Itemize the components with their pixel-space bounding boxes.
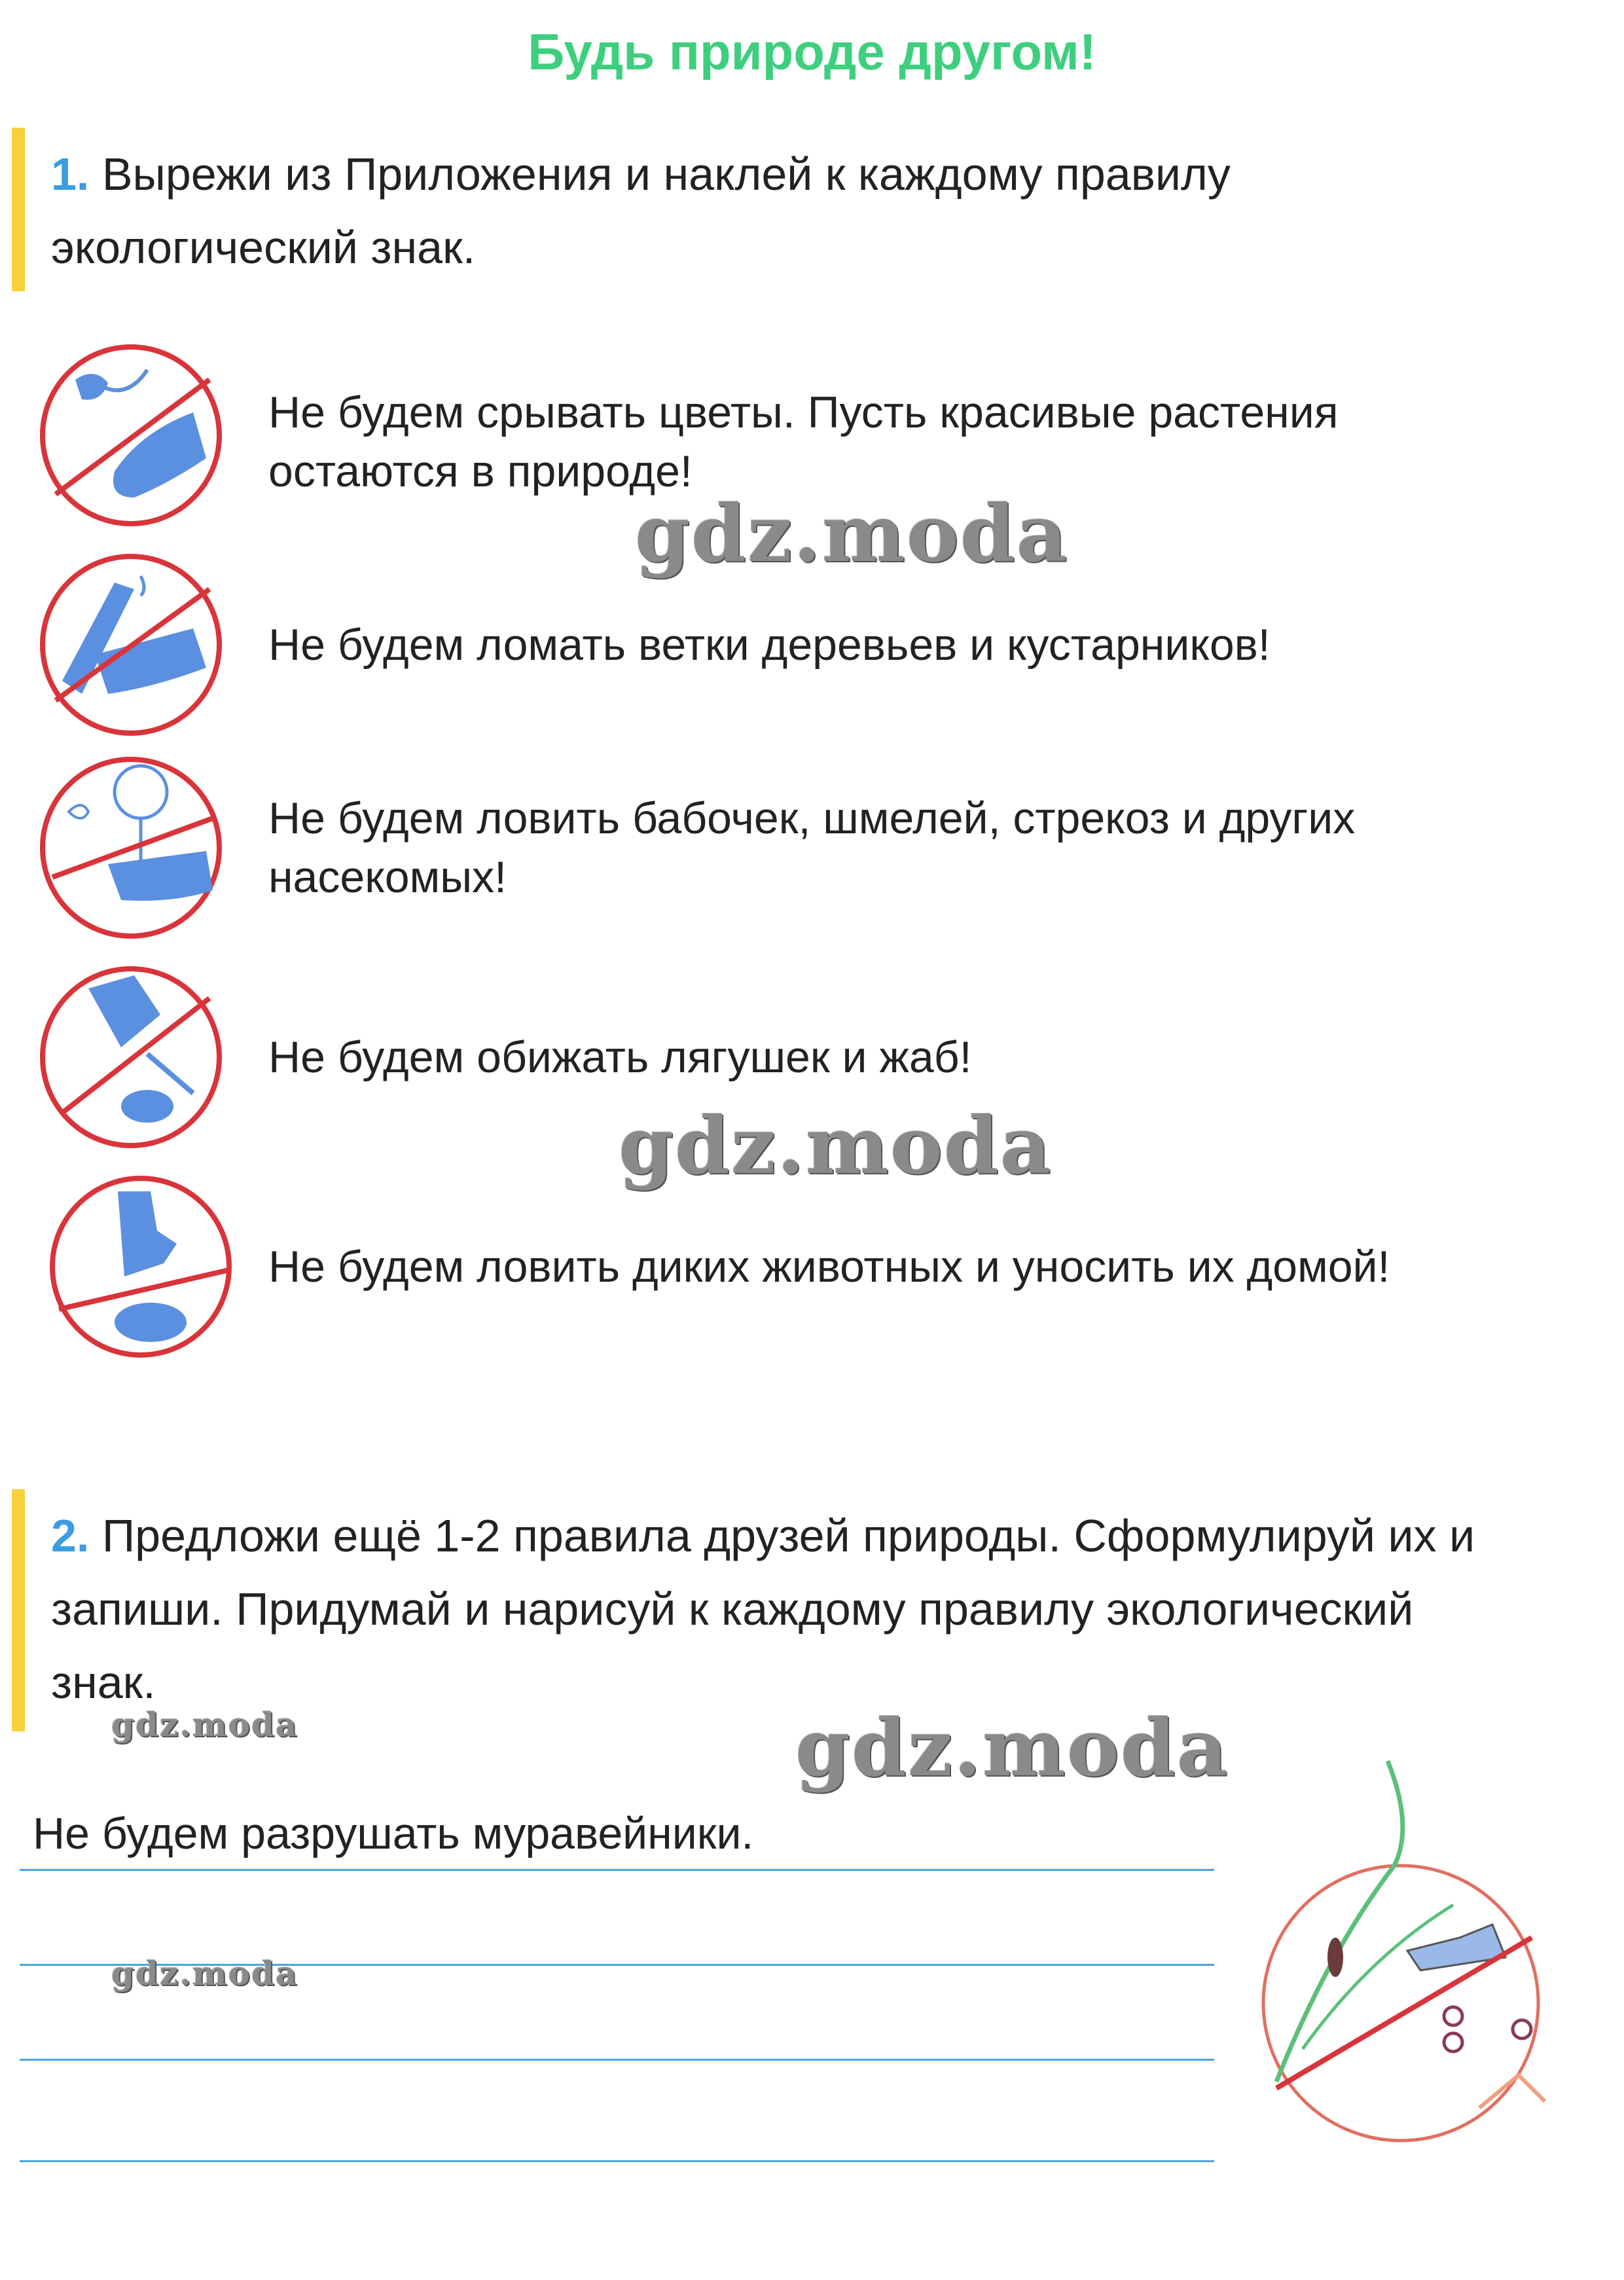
rule-2-text xyxy=(268,615,1271,674)
rule-4-line1: Не будем обижать лягушек и жаб! xyxy=(268,1032,972,1082)
watermark: gdz.moda xyxy=(111,1705,298,1744)
task2-line3: знак. xyxy=(51,1657,156,1708)
task1-accent-bar xyxy=(12,128,25,291)
task1-line1: Вырежи из Приложения и наклей к каждому правилу xyxy=(101,149,1231,200)
task1-number: 1. xyxy=(51,149,90,200)
no-catching-insects-icon xyxy=(36,753,232,943)
no-picking-flowers-icon xyxy=(36,340,232,530)
watermark: gdz.moda xyxy=(619,1100,1053,1192)
watermark: gdz.moda xyxy=(635,488,1069,580)
task2-line2: запиши. Придумай и нарисуй к каждому правилу экологический xyxy=(51,1583,1414,1635)
task2-number: 2. xyxy=(51,1510,90,1561)
page-title: Будь природе другом! xyxy=(528,23,1096,81)
answer-text: Не будем разрушать муравейники. xyxy=(33,1809,754,1858)
rule-1-line2: остаются в природе! xyxy=(268,446,693,496)
rule-3-text xyxy=(268,789,1355,907)
watermark: gdz.moda xyxy=(795,1702,1229,1794)
rule-1-line1: Не будем срывать цветы. Пусть красивые растения xyxy=(268,388,1339,437)
task1-text xyxy=(51,137,1231,284)
no-destroying-anthills-drawing xyxy=(1231,1741,1571,2160)
writing-line-1 xyxy=(20,1869,1214,1871)
rule-1-text xyxy=(268,383,1339,501)
rule-3-line1: Не будем ловить бабочек, шмелей, стрекоз и других xyxy=(268,793,1356,843)
writing-line-4 xyxy=(20,2160,1214,2162)
writing-line-3 xyxy=(20,2059,1214,2061)
rule-5-line1: Не будем ловить диких животных и уносить их домой! xyxy=(268,1242,1390,1292)
no-catching-animals-icon xyxy=(46,1172,242,1362)
task2-line1: Предложи ещё 1-2 правила друзей природы. Сформулируй их и xyxy=(101,1510,1475,1561)
watermark: gdz.moda xyxy=(111,1954,298,1993)
rule-3-line2: насекомых! xyxy=(268,852,507,902)
rule-5-text xyxy=(268,1237,1390,1296)
no-hurting-frogs-icon xyxy=(36,962,232,1152)
task2-text xyxy=(51,1499,1475,1719)
rule-2-line1: Не будем ломать ветки деревьев и кустарников! xyxy=(268,620,1271,670)
task2-accent-bar xyxy=(12,1489,25,1731)
task1-line2: экологический знак. xyxy=(51,222,476,273)
rule-4-text xyxy=(268,1028,972,1087)
no-breaking-branches-icon xyxy=(36,550,232,740)
